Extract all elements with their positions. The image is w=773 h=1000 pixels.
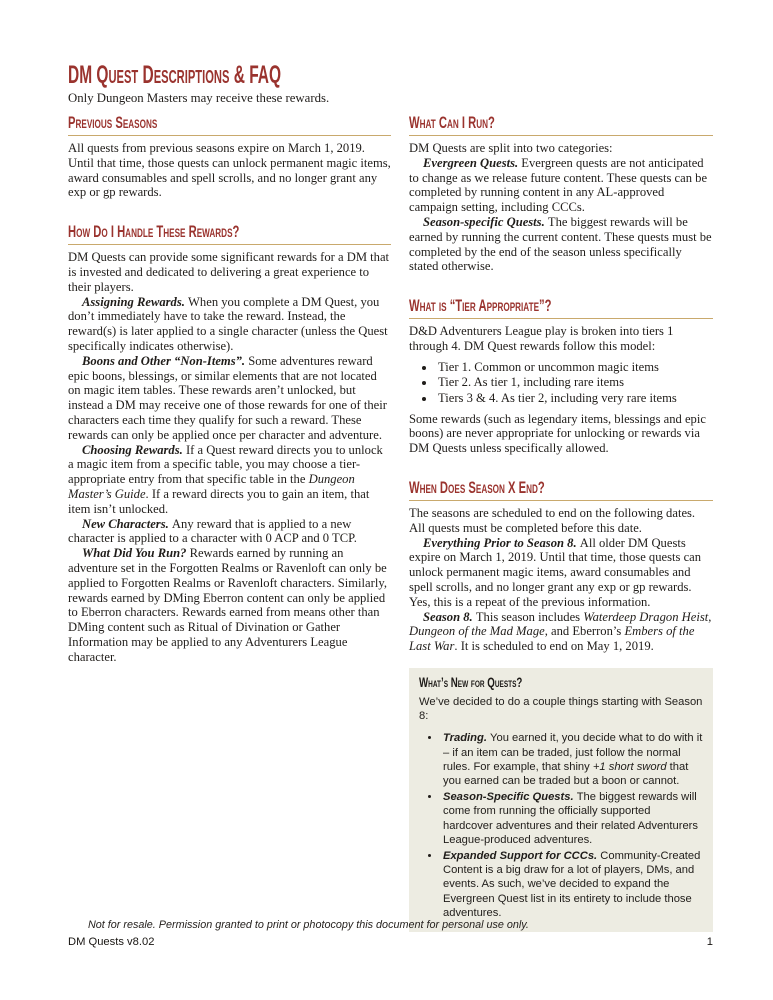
- run-text: , and Eberron’s: [544, 624, 625, 639]
- run-lead: Assigning Rewards.: [82, 294, 189, 309]
- run-text: The seasons are scheduled to end on the following dates. All quests must be completed before this date.: [409, 505, 696, 535]
- run-text: that you earned can be traded but a boon or cannot.: [443, 760, 689, 787]
- paragraph: [68, 250, 391, 294]
- section-heading-text: How Do I Handle These Rewards?: [68, 223, 240, 242]
- run-text: The biggest rewards will come from running the officially supported hardcover adventures and their related Adventurers League-produced adventures.: [443, 791, 698, 846]
- bullet-item: [436, 375, 713, 391]
- box-intro: We’ve decided to do a couple things starting with Season 8:: [419, 695, 703, 723]
- run-text: You earned it, you decide what to do with it – if an item can be traded, just follow the normal rules. For example, that shiny: [443, 732, 703, 773]
- run-lead: Season-specific Quests.: [423, 214, 548, 229]
- bullet-item: [436, 391, 713, 407]
- run-text: This season includes: [475, 609, 584, 624]
- section: [68, 115, 391, 200]
- paragraph: [409, 412, 713, 456]
- run-lead: Everything Prior to Season 8.: [423, 535, 580, 550]
- run-italic: Dungeon of the Mad Mage: [409, 624, 545, 639]
- paragraph: [68, 443, 391, 517]
- paragraph: [68, 141, 391, 200]
- run-text: Some adventures reward epic boons, blessings, or similar elements that are not located on magic item tables. These rewards aren’t unlocked, but instead a DM may receive one of those rewards for one of their characters each time they qualify for such a reward. These rewards can only be applied once per character and adventure.: [68, 353, 387, 442]
- run-lead: Boons and Other “Non-Items”.: [82, 353, 249, 368]
- box-bullet-list: [419, 731, 703, 920]
- run-text: D&D Adventurers League play is broken into tiers 1 through 4. DM Quest rewards follow this model:: [409, 324, 674, 353]
- run-text: The biggest rewards will be earned by running the current content. These quests must be completed by the end of the season unless specifically stated otherwise.: [409, 214, 712, 274]
- run-text: If a Quest reward directs you to unlock a magic item from a specific table, you may choose a tier-appropriate entry from that specific table in the: [68, 442, 383, 487]
- section-heading: [409, 298, 713, 319]
- run-text: Community-Created Content is a big draw for a lot of players, DMs, and events. As such, we’ve decided to expand the Evergreen Quest list in its entirety to include those adventures.: [443, 849, 701, 919]
- footer-legal: Not for resale. Permission granted to print or photocopy this document for personal use only.: [88, 919, 529, 931]
- box-bullet-item: [441, 731, 703, 788]
- box-heading-text: What’s New for Quests?: [419, 674, 523, 690]
- run-text: Any reward that is applied to a new character is applied to a character with 0 ACP and 0 TCP.: [68, 516, 357, 546]
- run-text: ,: [708, 609, 712, 624]
- box-bullet-item: [441, 849, 703, 920]
- run-text: . It is scheduled to end on May 1, 2019.: [454, 639, 654, 654]
- bullet-list: [409, 360, 713, 407]
- paragraph: [409, 156, 713, 215]
- paragraph: [68, 546, 391, 664]
- paragraph: [409, 536, 713, 610]
- run-lead: Season 8.: [423, 609, 476, 624]
- page-title-text: DM Quest Descriptions & FAQ: [68, 61, 282, 89]
- run-text: Rewards earned by running an adventure set in the Forgotten Realms or Ravenloft can only be applied to Forgotten Realms or Ravenloft characters. Similarly, rewards earned by DMing Eberron content can only be applied to Eberron characters. Rewards earned from means other than DMing content such as Ritual of Divination or Gather Information may be applied to any Adventurers League character.: [68, 546, 387, 664]
- run-italic: +1 short sword: [592, 760, 667, 773]
- section: [409, 298, 713, 456]
- page-content: [68, 62, 713, 932]
- page-title: [68, 62, 713, 89]
- run-lead: Expanded Support for CCCs.: [443, 849, 601, 862]
- footer-doc-version: DM Quests v8.02: [68, 936, 155, 948]
- section-heading-text: What is “Tier Appropriate”?: [409, 297, 552, 316]
- run-italic: Dungeon Master’s Guide: [68, 472, 355, 501]
- page-footer: [68, 919, 713, 949]
- run-text: All older DM Quests expire on March 1, 2019. Until that time, those quests can unlock permanent magic items, award consumables and spell scrolls, and no longer grant any exp or gp rewards. Yes, this is a repeat of the previous information.: [409, 535, 702, 609]
- paragraph: [68, 354, 391, 443]
- run-text: Evergreen quests are not anticipated to change as we release future content. These quests can be completed by running content in any AL-approved campaign setting, including CCCs.: [409, 155, 708, 215]
- paragraph: [68, 295, 391, 354]
- bullet-item: [436, 360, 713, 376]
- page-subtitle: Only Dungeon Masters may receive these rewards.: [68, 91, 330, 105]
- run-italic: Waterdeep Dragon Heist: [583, 609, 709, 624]
- section-heading: [409, 115, 713, 136]
- section-heading: [68, 224, 391, 245]
- section-heading: [68, 115, 391, 136]
- footer-page-number: 1: [706, 936, 713, 948]
- run-text: When you complete a DM Quest, you don’t immediately have to take the reward. Instead, the reward(s) is later applied to a single character (unless the Quest specifically indicates otherwise).: [68, 294, 388, 353]
- column-right: [409, 115, 713, 932]
- box-bullet-item: [441, 790, 703, 847]
- section: [68, 224, 391, 664]
- run-text: DM Quests can provide some significant rewards for a DM that is invested and dedicated to delivering a great experience to their players.: [68, 250, 390, 294]
- paragraph: [409, 506, 713, 536]
- section: [409, 480, 713, 654]
- run-italic: Embers of the Last War: [409, 624, 695, 654]
- paragraph: [68, 517, 391, 547]
- section-heading: [409, 480, 713, 501]
- two-column-layout: [68, 115, 713, 932]
- run-lead: New Characters.: [82, 516, 172, 531]
- paragraph: [409, 141, 713, 156]
- section-heading-text: What Can I Run?: [409, 114, 495, 132]
- run-lead: What Did You Run?: [82, 546, 190, 561]
- run-lead: Evergreen Quests.: [423, 155, 522, 170]
- run-text: Tier 2. As tier 1, including rare items: [438, 375, 624, 390]
- run-text: DM Quests are split into two categories:: [409, 141, 613, 155]
- section: [409, 115, 713, 274]
- run-text: Tiers 3 & 4. As tier 2, including very rare items: [438, 390, 677, 405]
- paragraph: [409, 324, 713, 354]
- column-left: [68, 115, 391, 665]
- box-heading: [419, 675, 703, 691]
- paragraph: [409, 610, 713, 654]
- section-heading-text: When Does Season X End?: [409, 478, 545, 497]
- paragraph: [409, 215, 713, 274]
- run-text: All quests from previous seasons expire on March 1, 2019. Until that time, those quests can unlock permanent magic items, award consumables and spell scrolls, and no longer grant any exp or gp rewards.: [68, 141, 391, 200]
- run-text: Some rewards (such as legendary items, blessings and epic boons) are never appropriate for unlocking or rewards via DM Quests unless specifically allowed.: [409, 411, 706, 456]
- run-text: . If a reward directs you to gain an item, that item isn’t unlocked.: [68, 486, 370, 516]
- run-lead: Season-Specific Quests.: [443, 791, 577, 804]
- whats-new-box: [409, 668, 713, 932]
- footer-version-row: [68, 935, 713, 949]
- run-text: Tier 1. Common or uncommon magic items: [438, 359, 659, 374]
- run-lead: Choosing Rewards.: [82, 442, 186, 457]
- run-lead: Trading.: [443, 732, 491, 745]
- section-heading-text: Previous Seasons: [68, 114, 158, 132]
